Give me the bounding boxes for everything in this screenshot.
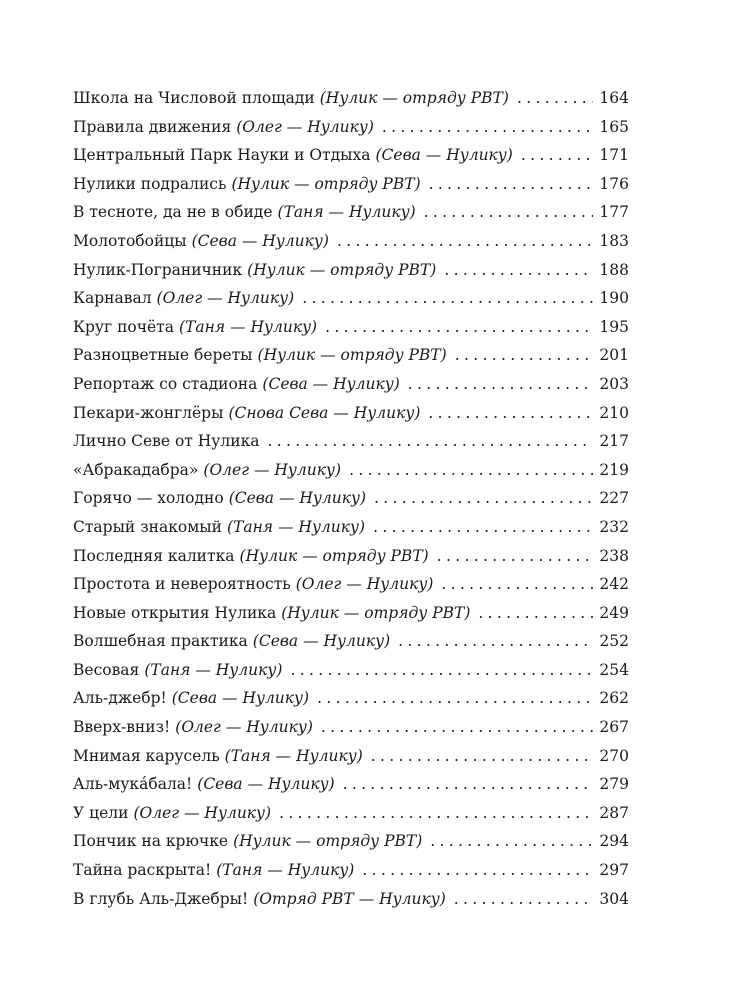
entry-subtitle: (Сева — Нулику) [252,632,391,651]
dot-leader [362,856,593,885]
dot-leader [382,113,593,142]
toc-entry [73,570,629,599]
toc-entry [73,113,629,142]
dot-leader [454,885,593,914]
page-number: 183 [599,231,629,250]
page-number: 164 [599,89,629,107]
page-number: 267 [599,718,629,737]
entry-title: Пончик на крючке [73,832,229,851]
entry-subtitle: (Нулик — отряду РВТ) [247,260,437,279]
page-number: 177 [599,203,629,222]
dot-leader [455,341,593,370]
toc-entry [73,684,629,713]
toc-entry [73,799,629,828]
toc-entry [73,484,629,513]
entry-subtitle: (Таня — Нулику) [144,660,283,679]
toc-entry [73,141,629,170]
dot-leader [441,570,593,599]
toc-entry [73,370,629,399]
toc-entry [73,770,629,799]
page-number: 171 [599,146,629,165]
entry-subtitle: (Нулик — отряду РВТ) [281,603,471,622]
entry-title: Горячо — холодно [73,489,224,508]
page-number: 254 [599,660,629,679]
entry-subtitle: (Сева — Нулику) [171,689,310,708]
page-number: 238 [599,546,629,565]
dot-leader [268,427,593,456]
dot-leader [517,84,593,113]
toc-entry [73,742,629,771]
toc-entry [73,856,629,885]
entry-subtitle: (Олег — Нулику) [133,803,272,822]
entry-subtitle: (Отряд РВТ — Нулику) [253,889,446,908]
entry-title: Разноцветные береты [73,346,253,365]
dot-leader [349,456,593,485]
toc-entry [73,885,629,914]
entry-title: В глубь Аль-Джебры! [73,889,249,908]
page-number: 217 [599,432,629,451]
page-number: 176 [599,174,629,193]
entry-title: Последняя калитка [73,546,235,565]
page-number: 188 [599,260,629,279]
entry-subtitle: (Олег — Нулику) [175,718,313,737]
page-number: 232 [599,517,629,536]
toc-entry [73,227,629,256]
entry-title: Весовая [73,660,140,679]
dot-leader [302,284,593,313]
entry-subtitle: (Сева — Нулику) [375,146,513,165]
dot-leader [398,627,593,656]
page-number: 219 [599,460,629,479]
entry-title: «Абракадабра» [73,460,199,479]
toc-entry [73,198,629,227]
dot-leader [343,770,593,799]
entry-title: Нулики подрались [73,174,227,193]
page-number: 242 [599,575,629,594]
entry-subtitle: (Нулик — отряду РВТ) [231,174,421,193]
table-of-contents [73,84,629,913]
toc-entry [73,456,629,485]
dot-leader [317,684,593,713]
toc-entry [73,427,629,456]
entry-title: Нулик-Пограничник [73,260,243,279]
dot-leader [521,141,593,170]
entry-title: Тайна раскрыта! [73,861,212,880]
page-number: 270 [599,746,629,765]
entry-title: Правила движения [73,117,232,136]
toc-entry [73,399,629,428]
entry-subtitle: (Таня — Нулику) [226,517,366,536]
entry-subtitle: (Олег — Нулику) [236,117,374,136]
entry-title: У цели [73,803,129,822]
entry-subtitle: (Сева — Нулику) [262,374,400,393]
entry-title: Лично Севе от Нулика [73,432,260,451]
page-number: 203 [599,374,629,393]
toc-entry [73,827,629,856]
entry-subtitle: (Таня — Нулику) [179,317,318,336]
toc-entry [73,542,629,571]
dot-leader [429,170,593,199]
dot-leader [478,599,593,628]
page-number: 201 [599,346,629,365]
entry-title: В тесноте, да не в обиде [73,203,273,222]
entry-title: Молотобойцы [73,231,187,250]
dot-leader [290,656,593,685]
entry-subtitle: (Нулик — отряду РВТ) [233,832,423,851]
page-number: 190 [599,289,629,308]
toc-entry [73,284,629,313]
dot-leader [424,198,593,227]
toc-entry [73,627,629,656]
entry-title: Вверх-вниз! [73,718,171,737]
entry-title: Круг почёта [73,317,174,336]
entry-title: Новые открытия Нулика [73,603,277,622]
entry-subtitle: (Сева — Нулику) [197,775,335,794]
toc-entry [73,513,629,542]
entry-subtitle: (Сева — Нулику) [191,231,329,250]
dot-leader [430,827,593,856]
toc-entry [73,341,629,370]
page-number: 210 [599,403,629,422]
dot-leader [374,484,593,513]
toc-entry [73,313,629,342]
entry-subtitle: (Таня — Нулику) [277,203,416,222]
entry-subtitle: (Нулик — отряду РВТ) [239,546,429,565]
entry-subtitle: (Олег — Нулику) [295,575,434,594]
entry-title: Аль-джебр! [73,689,167,708]
page-number: 227 [599,489,629,508]
entry-subtitle: (Олег — Нулику) [156,289,295,308]
page-number: 297 [599,861,629,880]
entry-title: Центральный Парк Науки и Отдыха [73,146,371,165]
toc-entry [73,599,629,628]
toc-entry [73,713,629,742]
page-number: 262 [599,689,629,708]
page-number: 304 [599,889,629,908]
page-number: 287 [599,803,629,822]
entry-title: Аль-мука́бала! [73,775,193,794]
entry-title: Мнимая карусель [73,746,220,765]
entry-subtitle: (Таня — Нулику) [224,746,363,765]
entry-title: Волшебная практика [73,632,248,651]
toc-entry [73,656,629,685]
page-number: 249 [599,603,629,622]
entry-subtitle: (Олег — Нулику) [203,460,342,479]
dot-leader [337,227,593,256]
entry-title: Школа на Числовой площади [73,89,315,107]
page-number: 252 [599,632,629,651]
entry-subtitle: (Снова Сева — Нулику) [228,403,421,422]
dot-leader [325,313,593,342]
entry-title: Простота и невероятность [73,575,291,594]
entry-title: Репортаж со стадиона [73,374,258,393]
page-number: 279 [599,775,629,794]
toc-entry [73,84,629,113]
page-number: 195 [599,317,629,336]
entry-subtitle: (Таня — Нулику) [216,861,355,880]
entry-title: Пекари-жонглёры [73,403,224,422]
entry-subtitle: (Нулик — отряду РВТ) [319,89,509,107]
dot-leader [444,256,593,285]
entry-title: Карнавал [73,289,152,308]
dot-leader [371,742,593,771]
dot-leader [428,399,593,428]
dot-leader [373,513,593,542]
toc-entry [73,256,629,285]
toc-entry [73,170,629,199]
dot-leader [437,542,593,571]
page-number: 165 [599,117,629,136]
entry-subtitle: (Сева — Нулику) [228,489,367,508]
page-number: 294 [599,832,629,851]
dot-leader [279,799,593,828]
entry-title: Старый знакомый [73,517,222,536]
entry-subtitle: (Нулик — отряду РВТ) [257,346,447,365]
dot-leader [408,370,593,399]
dot-leader [321,713,593,742]
